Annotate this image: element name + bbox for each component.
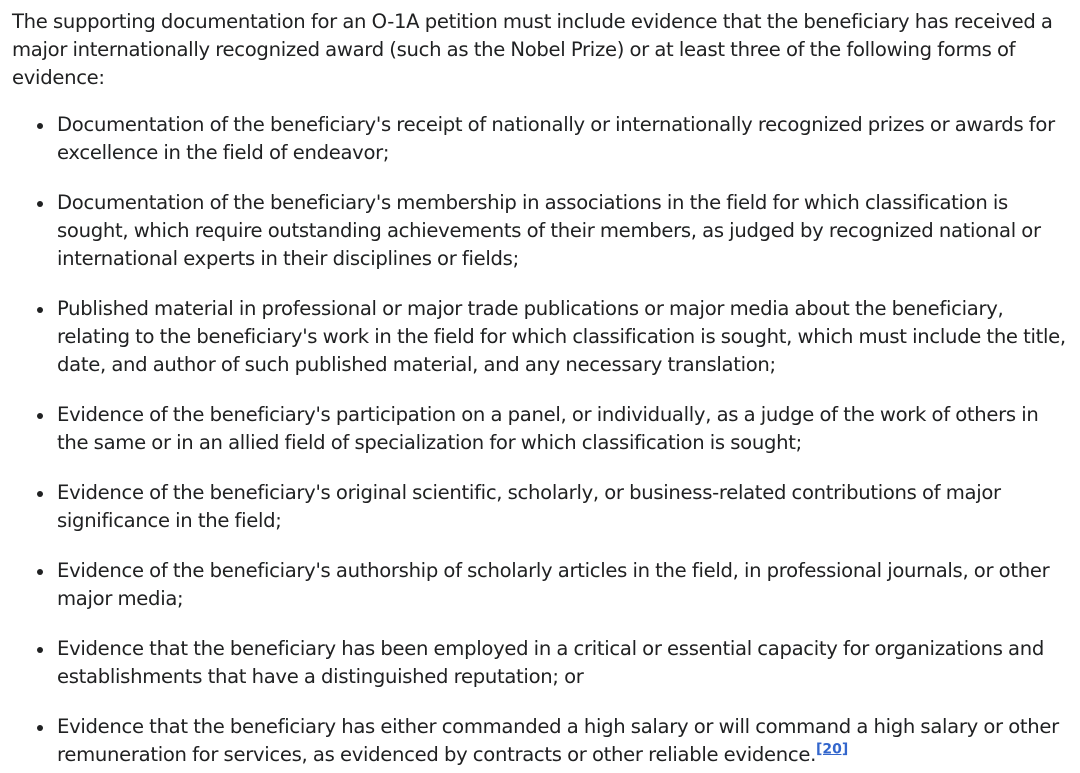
evidence-list [12, 111, 1072, 769]
list-item [57, 713, 1072, 769]
list-item-text: Evidence of the beneficiary's authorship of scholarly articles in the field, in professional journals, or other major media; [57, 559, 1050, 610]
list-item-text: Documentation of the beneficiary's membership in associations in the field for which classification is sought, which require outstanding achievements of their members, as judged by recognized national or international experts in their disciplines or fields; [57, 191, 1041, 270]
intro-paragraph: The supporting documentation for an O-1A petition must include evidence that the beneficiary has received a major internationally recognized award (such as the Nobel Prize) or at least three of the following forms of evidence: [12, 10, 1053, 89]
list-item-text: Documentation of the beneficiary's receipt of nationally or internationally recognized prizes or awards for excellence in the field of endeavor; [57, 113, 1055, 164]
list-item [57, 557, 1072, 613]
list-item [57, 189, 1072, 273]
list-item [57, 479, 1072, 535]
citation-link[interactable]: [20] [816, 741, 849, 758]
list-item [57, 111, 1072, 167]
list-item-text: Evidence of the beneficiary's original scientific, scholarly, or business-related contributions of major significance in the field; [57, 481, 1001, 532]
list-item [57, 401, 1072, 457]
list-item-text: Published material in professional or major trade publications or major media about the beneficiary, relating to the beneficiary's work in the field for which classification is sought, which must include the title, date, and author of such published material, and any necessary translation; [57, 297, 1066, 376]
list-item-text: Evidence of the beneficiary's participation on a panel, or individually, as a judge of the work of others in the same or in an allied field of specialization for which classification is sought; [57, 403, 1039, 454]
list-item-text: Evidence that the beneficiary has either commanded a high salary or will command a high salary or other remuneration for services, as evidenced by contracts or other reliable evidence. [57, 715, 1059, 766]
list-item [57, 295, 1072, 379]
list-item [57, 635, 1072, 691]
list-item-text: Evidence that the beneficiary has been employed in a critical or essential capacity for organizations and establishments that have a distinguished reputation; or [57, 637, 1045, 688]
